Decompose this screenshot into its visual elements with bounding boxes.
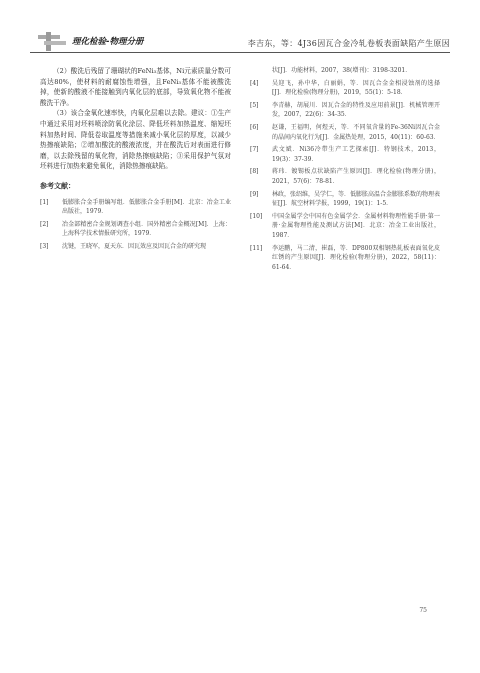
reference-text: 林政，张绍维，吴学仁，等．低膨胀高温合金膨胀系数的物理表征[J]．航空材料学报，1999，19(1)：1-5． (272, 190, 441, 208)
reference-text: 沈键，王晓军，夏天东．因瓦效应及因瓦合金的研究现 (62, 242, 207, 250)
reference-number: [10] (250, 212, 263, 220)
conclusion-paragraph-3: （3）该合金氧化速率快，内氧化层难以去除。建议：①生产中通过采用对坯料喷涂防氧化涂层、降低坯料加热温度、缩短坯料加热时间、降低卷取温度等措施来减小氧化层的厚度，以减少热擦痕缺陷；②增加酸洗的酸液浓度，并在酸洗后对表面进行修磨，以去除残留的氧化物，消除热擦痕缺陷；③采用保护气氛对坯料进行加热来避免氧化，消除热擦痕缺陷。 (40, 109, 231, 171)
reference-number: [4] (250, 79, 259, 87)
reference-item (250, 167, 440, 186)
reference-text: 冶金部精密合金规划调查小组．国外精密合金概况[M]．上海：上海科学技术情报研究所，1979． (62, 220, 231, 238)
reference-text: 吴迎飞，孙中华，白丽娟，等．因瓦合金金相浸蚀剂的选择[J]．理化检验(物理分册)，2019，55(1)：5-18． (272, 79, 440, 97)
right-column (250, 66, 440, 275)
conclusion-paragraph-2: （2）酸洗后残留了珊瑚状的FeNi₃基体，Ni元素质量分数可高达80%，使材料的耐腐蚀性增强，且FeNi₃基体不能被酸洗掉，使新的酸液不能接触到内氧化层的底部，导致氧化物不能被酸洗干净。 (40, 67, 231, 107)
reference-number: [11] (250, 244, 263, 252)
reference-number: [6] (250, 123, 259, 131)
reference-item (40, 242, 231, 252)
reference-number: [3] (40, 242, 49, 250)
reference-item (250, 145, 440, 164)
reference-text: 武文斌．Ni36冷带生产工艺探索[J]．特钢技术，2013，19(3)：37-39． (272, 146, 440, 163)
reference-text: 低膨胀合金手册编写组．低膨胀合金手册[M]．北京：冶金工业出版社，1979． (62, 198, 231, 216)
reference-number: [7] (250, 146, 259, 154)
reference-item (40, 220, 231, 239)
reference-item (250, 212, 440, 241)
reference-number: [1] (40, 198, 49, 206)
reference-text: 赵谦，王福明，何煜天，等．不同氧含量的Fe-36Ni因瓦合金的晶间内氧化行为[J]．金属热处理，2015，40(11)：60-63． (272, 123, 440, 141)
reference-item (250, 101, 440, 120)
running-title: 李吉东，等：4J36因瓦合金冷轧卷板表面缺陷产生原因 (247, 39, 450, 48)
journal-logo-mark-icon (38, 32, 66, 52)
reference-continuation (250, 66, 440, 76)
journal-logo (30, 32, 150, 54)
reference-number: [5] (250, 101, 259, 109)
reference-text: 状[J]．功能材料，2007，38(增刊)：3198-3201． (272, 67, 412, 74)
reference-item (250, 190, 440, 209)
running-header (0, 30, 480, 56)
reference-item (250, 79, 440, 98)
page-number: 75 (419, 607, 427, 614)
reference-item (250, 123, 440, 142)
reference-text: 蒋玮．镀锡板点状缺陷产生原因[J]．理化检验(物理分册)，2021，57(6)：78-81． (272, 168, 440, 185)
reference-number: [2] (40, 220, 49, 228)
reference-text: 李青赫，胡展川．因瓦合金的特性及应用前景[J]．机械管理开发，2007，22(6)：34-35． (272, 101, 440, 119)
header-divider (30, 52, 450, 53)
reference-item (250, 244, 440, 273)
left-column (40, 66, 231, 255)
reference-text: 李运鹏，马二清，崔磊，等．DP800双相钢热轧板表面氧化皮红锈的产生原因[J]．理化检验(物理分册)，2022，58(11)：61-64． (272, 244, 440, 271)
journal-name: 理化检验-物理分册 (72, 37, 144, 47)
reference-item (40, 198, 231, 217)
reference-text: 中国金属学会中国有色金属学会．金属材料物理性能手册·第一册·金属物理性能及测试方法[M]．北京：冶金工业出版社，1987． (272, 212, 440, 239)
reference-number: [9] (250, 190, 259, 198)
references-heading: 参考文献： (40, 181, 75, 190)
reference-number: [8] (250, 168, 259, 176)
